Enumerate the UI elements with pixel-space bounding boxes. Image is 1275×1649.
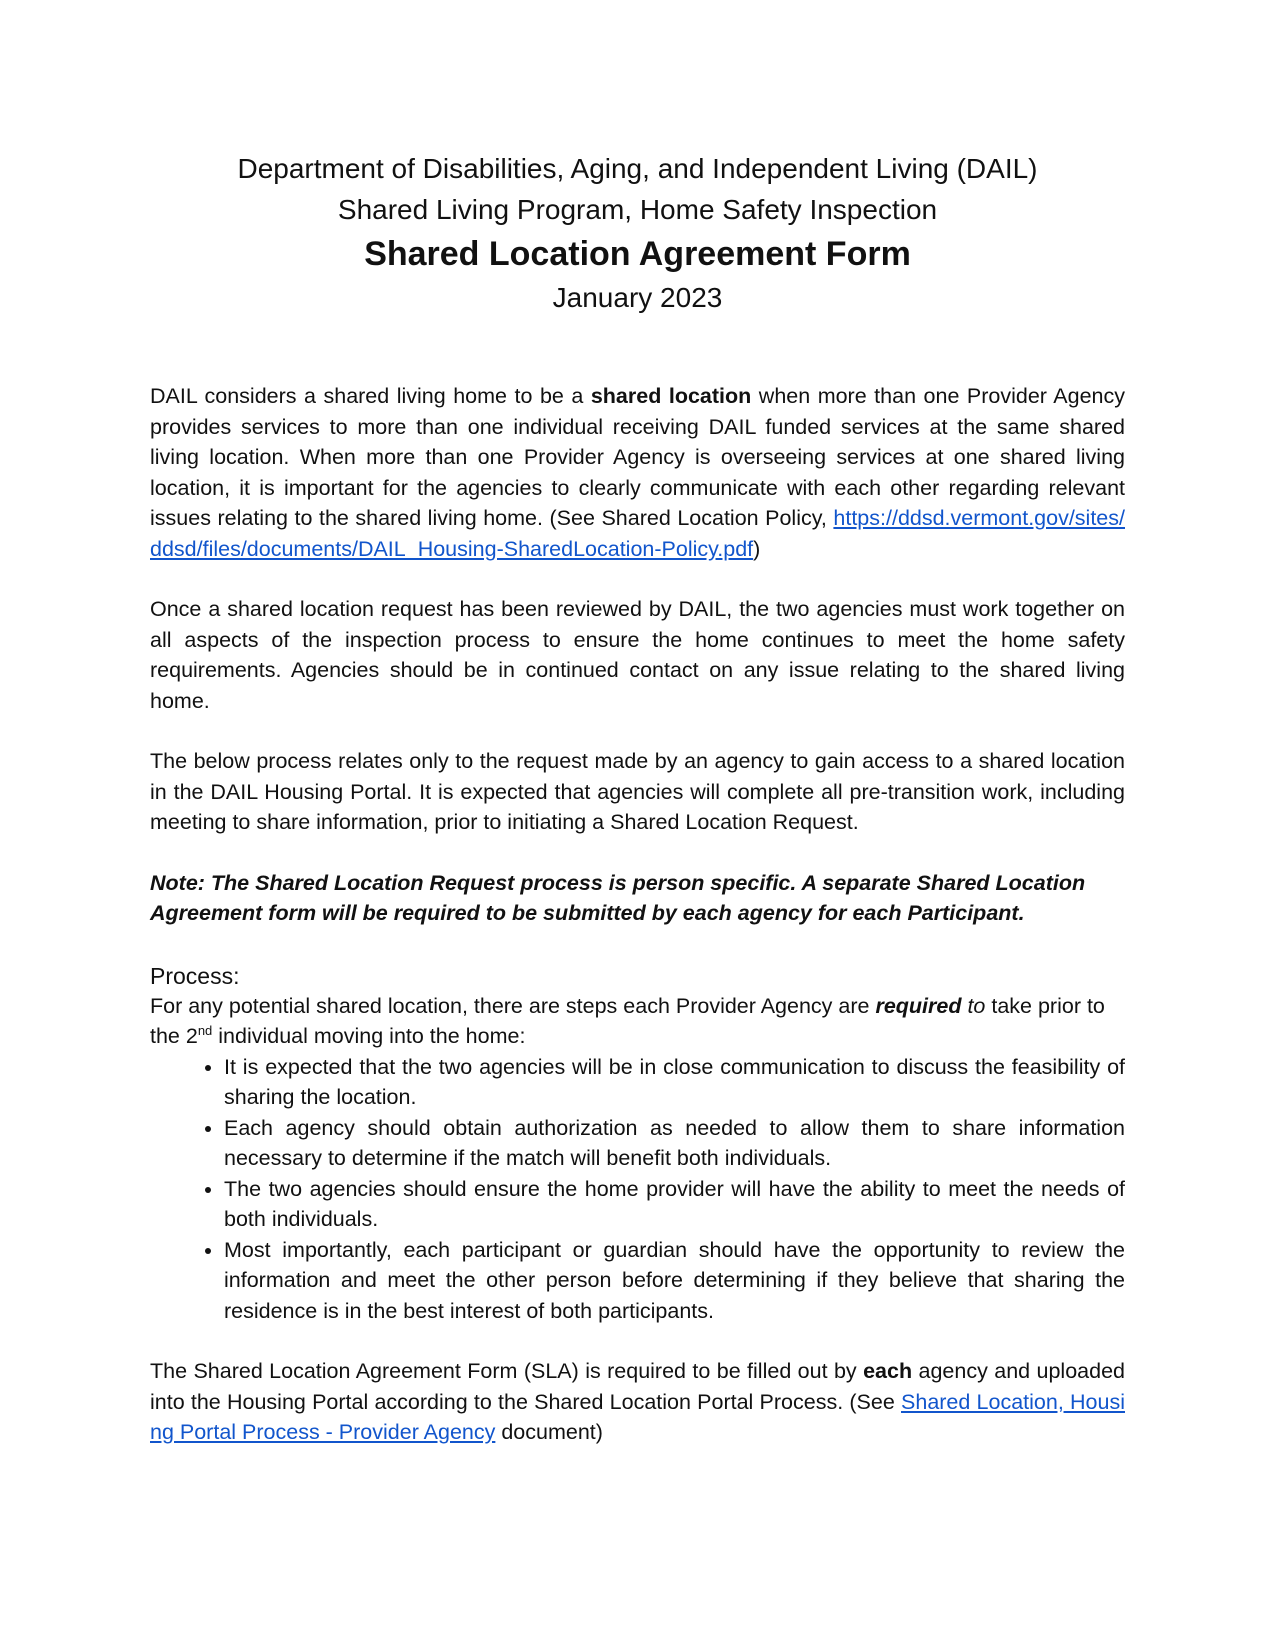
required-to-term: to — [961, 993, 986, 1018]
process-intro-start: For any potential shared location, there are steps each Provider Agency are — [150, 993, 876, 1018]
process-heading: Process: — [150, 962, 240, 989]
each-term: each — [863, 1359, 913, 1383]
process-intro-end: individual moving into the home: — [212, 1024, 526, 1048]
document-header — [0, 148, 1275, 318]
intro-paragraph — [150, 381, 1125, 564]
sla-text-start: The Shared Location Agreement Form (SLA) is required to be filled out by — [150, 1359, 864, 1383]
sla-paragraph — [150, 1356, 1125, 1448]
ordinal-suffix: nd — [197, 1022, 213, 1038]
shared-location-policy-link[interactable]: https://ddsd.vermont.gov/sites/ddsd/files/documents/DAIL_Housing-SharedLocation-Policy.pdf — [150, 506, 1125, 561]
intro-text-body: when more than one Provider Agency provides services to more than one individual receiving DAIL funded services at the same shared living location. When more than one Provider Agency is overseeing services at one shared living location, it is important for the agencies to clearly communicate with each other regarding relevant issues relating to the shared living home. (See Shared Location Policy, — [150, 384, 1125, 530]
document-body — [150, 381, 1125, 1448]
intro-text-start: DAIL considers a shared living home to be a — [150, 384, 591, 408]
list-item: • Most importantly, each participant or guardian should have the opportunity to review the information and meet the other person before determining if they believe that sharing the residence is in the best interest of both participants. — [224, 1235, 1125, 1327]
list-item: • Each agency should obtain authorization as needed to allow them to share information necessary to determine if the match will benefit both individuals. — [224, 1113, 1125, 1174]
sla-text-end: document) — [495, 1420, 603, 1444]
process-intro — [150, 991, 1125, 1052]
list-item: • The two agencies should ensure the home provider will have the ability to meet the needs of both individuals. — [224, 1174, 1125, 1235]
sla-text-mid: agency and uploaded into the Housing Portal according to the Shared Location Portal Process. (See — [150, 1359, 1125, 1414]
housing-portal-process-link[interactable]: Shared Location, Housing Portal Process - Provider Agency — [150, 1389, 1125, 1444]
page-title: Shared Location Agreement Form — [364, 235, 911, 273]
intro-text-end: ) — [753, 536, 761, 561]
process-intro-mid: take prior to the 2 — [150, 993, 1105, 1048]
review-paragraph: Once a shared location request has been reviewed by DAIL, the two agencies must work together on all aspects of the inspection process to ensure the home continues to meet the home safety requirements. Agencies should be in continued contact on any issue relating to the shared living home. — [150, 597, 1125, 713]
department-name: Department of Disabilities, Aging, and Independent Living (DAIL) — [237, 153, 1038, 184]
portal-paragraph: The below process relates only to the request made by an agency to gain access to a shared location in the DAIL Housing Portal. It is expected that agencies will complete all pre-transition work, including meeting to share information, prior to initiating a Shared Location Request. — [150, 749, 1125, 834]
program-name: Shared Living Program, Home Safety Inspection — [337, 194, 938, 225]
document-date: January 2023 — [552, 282, 723, 313]
list-item: • It is expected that the two agencies will be in close communication to discuss the feasibility of sharing the location. — [224, 1052, 1125, 1113]
required-term: required — [875, 993, 962, 1018]
person-specific-note: Note: The Shared Location Request process is person specific. A separate Shared Location Agreement form will be required to be submitted by each agency for each Participant. — [150, 870, 1086, 925]
process-steps-list — [150, 1052, 1125, 1327]
shared-location-term: shared location — [590, 384, 752, 408]
